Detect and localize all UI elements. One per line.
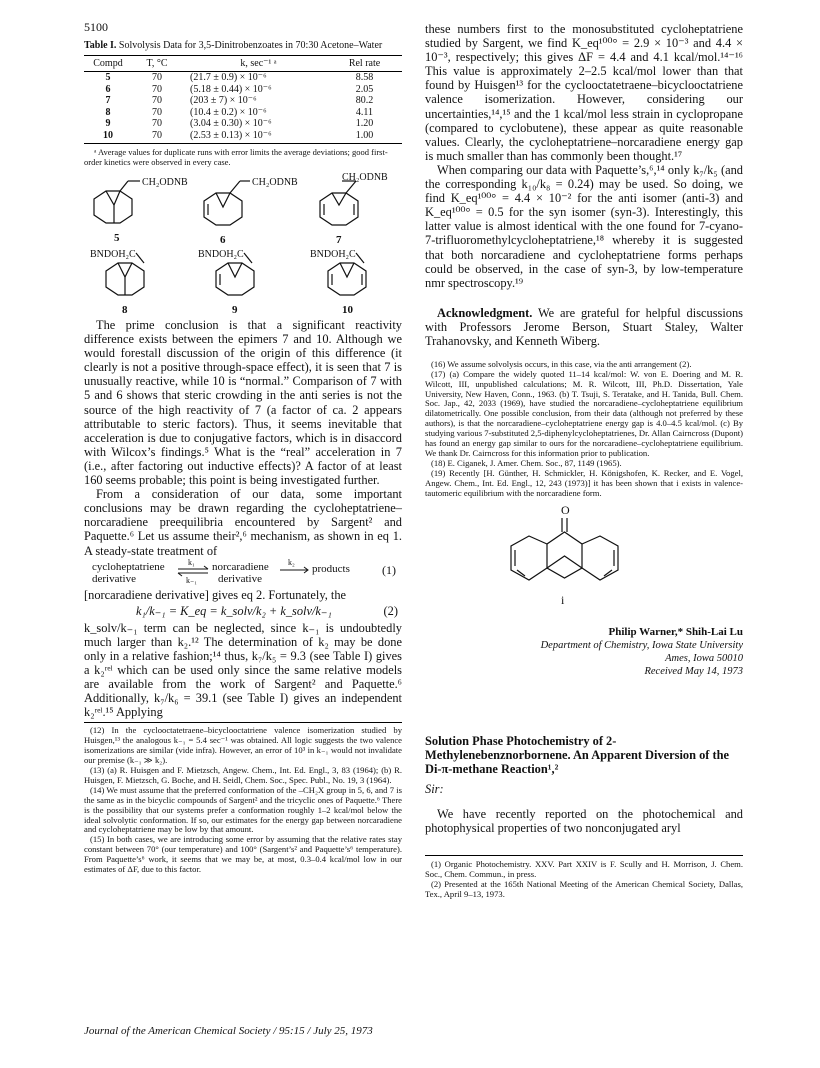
eq1-left-bottom: derivative	[92, 572, 136, 585]
substituent-7: CH₂ODNB	[342, 172, 388, 183]
right-footnotes	[425, 360, 743, 499]
structure-6	[204, 181, 250, 225]
label-9: 9	[232, 304, 238, 316]
table-row	[84, 118, 402, 130]
eq1-k2: k₂	[288, 557, 295, 567]
cell-rel: 1.20	[355, 118, 374, 129]
col-header-compd: Compd	[84, 56, 132, 72]
structure-5	[94, 181, 140, 223]
cell-compd: 8	[105, 106, 111, 118]
ack-title: Acknowledgment.	[437, 305, 533, 320]
equation-1-svg	[84, 558, 402, 588]
cell-temp: 70	[152, 95, 162, 106]
paragraph: From a consideration of our data, some important conclusions may be drawn regarding the cycloheptatriene–norcaradiene preequilibria encountered by Sargent² and Paquette.⁶ Let us assume their²,⁶ mechanism, as shown in eq 1. A steady-state treatment of	[84, 487, 402, 558]
left-body-text-3	[84, 621, 402, 720]
cell-k: (3.04 ± 0.30) × 10⁻⁶	[190, 118, 272, 129]
received-date: Received May 14, 1973	[644, 666, 743, 678]
footnote: (14) We must assume that the preferred conformation of the –CH₂X group in 5, 6, and 7 is the same as in the bicyclic compounds of Sargent² and the tricyclic ones of Paquette.⁶ There is the possibility that our systems prefer a conformation roughly 1–2 kcal/mol below the ideal solvolytic conformation. If so, our estimates for the energy gap between norcaradiene and cycloheptatriene may be low by that amount.	[84, 784, 402, 835]
label-6: 6	[220, 234, 226, 246]
label-10: 10	[342, 304, 353, 316]
table-footnote: ᵃ Average values for duplicate runs with error limits the average deviations; good first-order kinetics were observed in every case.	[84, 147, 388, 167]
equation-2	[84, 604, 402, 619]
cell-k: (10.4 ± 0.2) × 10⁻⁶	[190, 106, 267, 118]
author-names: Philip Warner,* Shih-Lai Lu	[608, 626, 743, 639]
cell-compd: 7	[105, 95, 111, 106]
eq2-text: k₁/k₋₁ = K_eq = k_solv/k₂ + k_solv/k₋₁	[136, 603, 332, 618]
eq1-km1: k₋₁	[186, 575, 198, 585]
structures-figure	[84, 171, 402, 318]
author-dept: Department of Chemistry, Iowa State University	[540, 640, 743, 652]
eq1-mid-bottom: derivative	[218, 572, 262, 585]
cell-compd: 5	[105, 72, 111, 83]
paragraph: k_solv/k₋₁ term can be neglected, since k₋₁ is undoubtedly much larger than k₂.¹² The determination of k₂ may be done only in a relative fashion;¹⁴ thus, k₇/k₅ = 9.3 (see Table I) gives a k₂ʳᵉˡ which can be used only since the same relative models are available from the work of Sargent² and Paquette.⁶ Additionally, k₇/k₆ = 39.1 (see Table I) gives an independent k₂ʳᵉˡ.¹⁵ Applying	[84, 620, 402, 720]
cell-rel: 2.05	[355, 83, 374, 95]
table-header-row	[84, 56, 402, 72]
paragraph: The prime conclusion is that a significant reactivity difference exists between the epimers 7 and 10. Although we would forestall discussion of the origin of this difference (it clearly is not a positive through-space effect), it is seen that 7 is unusually reactive, while 10 is “normal.” Comparison of 7 with 5 and 6 shows that steric crowding in the anti series is not the source of the high reactivity of 7 (a factor of ca. 2 appears attributable to steric factors). Thus, it seems inevitable that acceleration is due to conjugative factors, which is in disaccord with Wilcox’s findings.⁵ What is the “real” acceleration in 7 (i.e., after factoring out inductive effects)? A factor of at least 160 seems probable; this point is being investigated further.	[84, 318, 402, 488]
cell-compd: 9	[105, 118, 111, 129]
footnote: (15) In both cases, we are introducing some error by assuming that the relative rates stay constant between 70° (our temperature) and 100° (Sargent’s² and Paquette’s⁶ temperature). From Paquette’s⁶ work, it seems that we may be, at most, 0.3–0.4 kcal/mol low in our estimates of ΔF, due to this factor.	[84, 834, 402, 875]
eq1-k1: k₁	[188, 557, 195, 567]
footnote: (16) We assume solvolysis occurs, in this case, via the anti arrangement (2).	[431, 358, 692, 369]
author-city: Ames, Iowa 50010	[665, 653, 743, 665]
structures-svg	[84, 171, 402, 318]
eq1-number: (1)	[382, 562, 396, 577]
equation-1	[84, 558, 402, 588]
compound-i-label: i	[561, 593, 565, 608]
cell-temp: 70	[152, 118, 162, 129]
left-body-text-2	[84, 588, 402, 602]
footnote: (19) Recently [H. Günther, H. Schmickler, H. Königshofen, K. Recker, and E. Vogel, Angew. Chem., Int. Ed. Engl., 12, 243 (1973)] it has been shown that i exists in valence-tautomeric equilibrium with the norcaradiene form.	[425, 467, 743, 498]
substituent-10: BNDOH₂C	[310, 249, 356, 260]
table-row	[84, 130, 402, 144]
substituent-8: BNDOH₂C	[90, 249, 136, 260]
acknowledgment	[425, 306, 743, 348]
cell-k: (21.7 ± 0.9) × 10⁻⁶	[190, 72, 267, 83]
article-body: We have recently reported on the photochemical and photophysical properties of two nonconjugated aryl	[425, 807, 743, 836]
article-title: Solution Phase Photochemistry of 2-Methylenebenznorbornene. An Apparent Diversion of the Di-π-methane Reaction¹,²	[425, 734, 730, 777]
ack-text: We are grateful for helpful discussions with Professors Jerome Berson, Stuart Staley, Walter Trahanovsky, and Kenneth Wiberg.	[425, 305, 744, 348]
left-footnotes	[84, 722, 402, 875]
compound-i-figure	[425, 498, 743, 626]
footnote: (2) Presented at the 165th National Meeting of the American Chemical Society, Dallas, Tex., April 9–13, 1973.	[425, 879, 743, 900]
table-row	[84, 107, 402, 119]
footnote: (12) In the cyclooctatetraene–bicyclooctatriene valence isomerization studied by Huisgen,¹³ the analogous k₋₁ = 5.4 sec⁻¹ was obtained. All logic suggests the two valence isomerizations are similar (vide infra). However, an error of 10³ in k₋₁ would not invalidate our premise (k₋₁ ≫ k₂).	[84, 725, 402, 766]
col-header-temp: T, °C	[132, 56, 182, 72]
structure-7	[320, 181, 358, 225]
paragraph: these numbers first to the monosubstituted cycloheptatriene studied by Sargent, we find K_eq¹⁰⁰° = 2.9 × 10⁻³ and 4.4 × 10⁻³, respectively; this gives ΔF = 4.4 and 4.1 kcal/mol.¹⁴⁻¹⁶ This value is approximately 2–2.5 kcal/mol lower than that found by Huisgen¹³ for the cyclooctatetraene–bicyclooctatriene valence isomerization. However, considering our uncertainties,¹⁴,¹⁵ and the 1 kcal/mol less strain in cyclopropane (compared to cyclobutene), these appear as quite reasonable values. Clearly, the cycloheptatriene–norcaradiene energy gap is much smaller than has commonly been thought.¹⁷	[425, 22, 743, 163]
cell-rel: 80.2	[355, 95, 374, 106]
cell-compd: 10	[84, 130, 132, 144]
compound-i-svg	[425, 498, 743, 626]
footnote: (17) (a) Compare the widely quoted 11–14 kcal/mol: W. von E. Doering and M. R. Wilcott, III, unpublished calculations; M. R. Wilcott, III, Ph.D. Dissertation, Yale University, New Haven, Conn., 1963. (b) T. Tsuji, S. Teratake, and H. Tanida, Bull. Chem. Soc. Jap., 42, 2033 (1969), have studied the norcaradiene–cycloheptatriene equilibrium dilatometrically. One possible conclusion, from their data (although not preferred by these authors), is that the norcaradiene–cycloheptatriene energy gap is 4.0–4.5 kcal/mol. (c) By studying various 7-substituted 2,5-diphenylcycloheptatrienes, Dr. Allan Cairncross (Dupont) has found an energy gap similar to ours for the norcaradiene–cycloheptatriene equilibrium. We thank Dr. Cairncross for this information prior to publication.	[425, 368, 743, 458]
eq1-right: products	[312, 562, 350, 575]
right-column	[425, 22, 743, 899]
cell-rel: 4.11	[355, 106, 374, 118]
cell-k: (5.18 ± 0.44) × 10⁻⁶	[190, 83, 272, 95]
journal-footer: Journal of the American Chemical Society / 95:15 / July 25, 1973	[84, 1025, 373, 1037]
right-body-text	[425, 22, 743, 290]
cell-temp: 70	[152, 106, 162, 118]
col-header-rel-rate: Rel rate	[327, 56, 402, 72]
table-title: Solvolysis Data for 3,5-Dinitrobenzoates in 70:30 Acetone–Water	[118, 40, 383, 51]
label-5: 5	[114, 232, 120, 244]
author-block	[425, 626, 743, 678]
footnote: (13) (a) R. Huisgen and F. Mietzsch, Angew. Chem., Int. Ed. Engl., 3, 83 (1964); (b) R. Huisgen, F. Mietzsch, G. Boche, and H. Seidl, Chem. Soc., Spec. Publ., No. 19, 3 (1964).	[84, 764, 402, 785]
compound-i-oxygen: O	[561, 503, 570, 518]
footnote: (18) E. Ciganek, J. Amer. Chem. Soc., 87, 1149 (1965).	[431, 457, 622, 468]
cell-temp: 70	[152, 83, 162, 95]
substituent-6: CH₂ODNB	[252, 177, 298, 188]
substituent-5: CH₂ODNB	[142, 177, 188, 188]
cell-k: (2.53 ± 0.13) × 10⁻⁶	[182, 130, 327, 144]
paragraph: [norcaradiene derivative] gives eq 2. Fortunately, the	[84, 587, 347, 602]
salutation: Sir:	[425, 782, 444, 797]
paragraph: When comparing our data with Paquette’s,⁶,¹⁴ only k₇/k₅ (and the corresponding k₁₀/k₈ = 0.24) may be used. So doing, we find K_eq¹⁰⁰° = 4.4 × 10⁻² for the anti isomer (anti-3) and K_eq¹⁰⁰° = 0.5 for the syn isomer (syn-3). Interestingly, this latter value is almost identical with the one found for 7-cyano-7-trifluoromethylcycloheptatriene,¹⁸ whereby it is suggested that both norcaradiene and cycloheptatriene forms perhaps could be observed, in the case of syn-3, by low-temperature nmr spectroscopy.¹⁹	[425, 162, 743, 290]
cell-rel: 8.58	[355, 72, 374, 83]
table-row	[84, 72, 402, 84]
table-caption	[84, 40, 402, 52]
cell-temp: 70	[132, 130, 182, 144]
cell-rel: 1.00	[327, 130, 402, 144]
eq1-mid-top: norcaradiene	[212, 560, 269, 573]
cell-compd: 6	[105, 83, 111, 95]
substituent-9: BNDOH₂C	[198, 249, 244, 260]
left-column	[84, 40, 402, 875]
table-row	[84, 84, 402, 96]
page-number: 5100	[84, 20, 108, 34]
label-7: 7	[336, 234, 342, 246]
table-row	[84, 95, 402, 107]
solvolysis-table	[84, 55, 402, 144]
table-label: Table I.	[84, 40, 117, 51]
article-footnotes	[425, 855, 743, 899]
cell-k: (203 ± 7) × 10⁻⁶	[190, 95, 257, 106]
col-header-k: k, sec⁻¹ ᵃ	[182, 56, 327, 72]
footnote: (1) Organic Photochemistry. XXV. Part XXIV is F. Scully and H. Morrison, J. Chem. Soc., Chem. Commun., in press.	[425, 859, 743, 880]
eq1-left-top: cycloheptatriene	[92, 560, 165, 573]
label-8: 8	[122, 304, 128, 316]
cell-temp: 70	[152, 72, 162, 83]
left-body-text	[84, 318, 402, 558]
eq2-number: (2)	[383, 603, 398, 618]
